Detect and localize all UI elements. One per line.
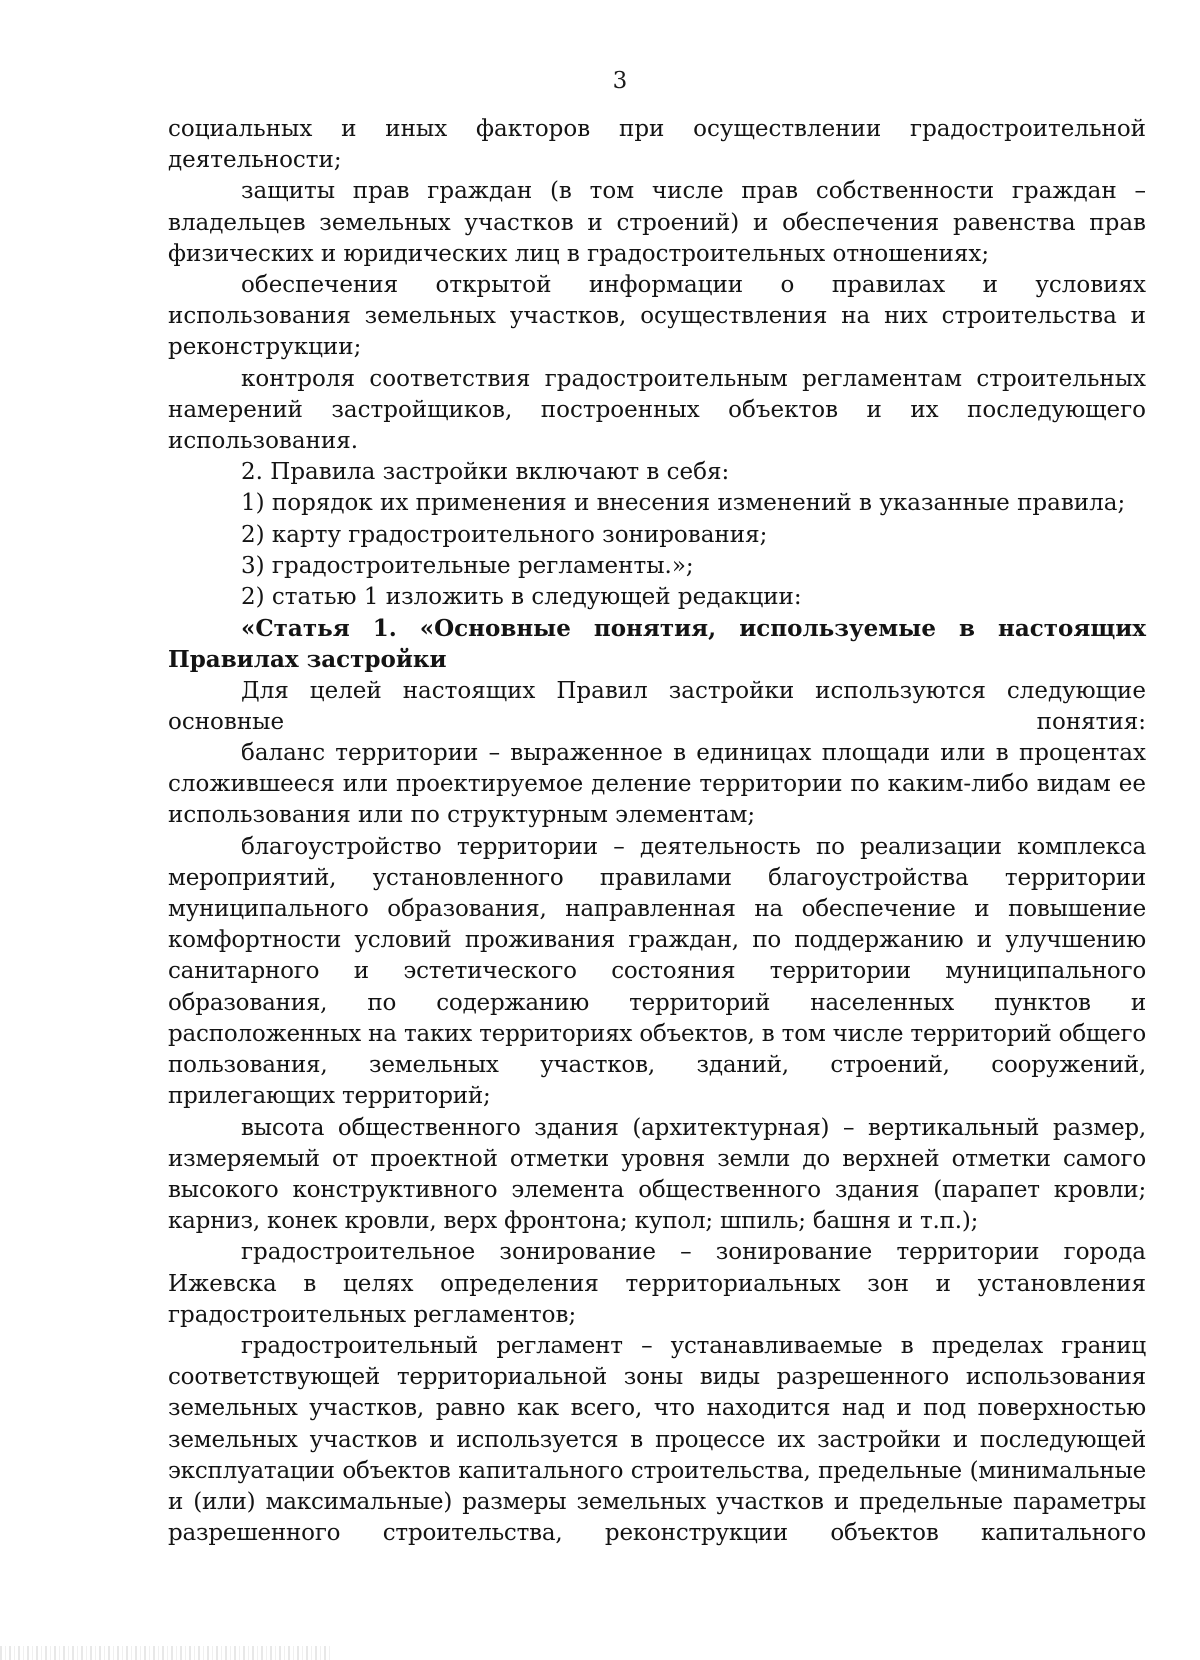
list-item-zoning-map: 2) карту градостроительного зонирования; — [241, 521, 768, 548]
paragraph-rights-protection: защиты прав граждан (в том числе прав собственности граждан – владельцев земельных участков и строений) и обеспечения равенства прав физических и юридических лиц в градостроительных отношениях; — [168, 178, 1146, 267]
paragraph-open-information: обеспечения открытой информации о правилах и условиях использования земельных участков, осуществления на них строительства и реконструкции; — [168, 272, 1146, 361]
scan-noise — [0, 1646, 330, 1660]
page-number: 3 — [612, 68, 628, 94]
definition-urban-regulation: градостроительный регламент – устанавливаемые в пределах границ соответствующей территориальной зоны виды разрешенного использования земельных участков, равно как всего, что находится над и под поверхностью земельных участков и используется в процессе их застройки и последующей эксплуатации объектов капитального строительства, предельные (минимальные и (или) максимальные) размеры земельных участков и предельные параметры разрешенного строительства, реконструкции объектов капитального — [168, 1332, 1146, 1547]
article-heading: «Статья 1. «Основные понятия, используемые в настоящих Правилах застройки — [168, 615, 1146, 674]
definition-territory-balance: баланс территории – выраженное в единицах площади или в процентах сложившееся или проектируемое деление территории по каким-либо видам ее использования или по структурным элементам; — [168, 740, 1146, 829]
paragraph-compliance-control: контроля соответствия градостроительным регламентам строительных намерений застройщиков, построенных объектов и их последующего использования. — [168, 365, 1146, 455]
paragraph-article-amendment: 2) статью 1 изложить в следующей редакции: — [241, 584, 802, 611]
paragraph-social-factors: социальных и иных факторов при осуществлении градостроительной деятельности; — [168, 116, 1146, 174]
definition-urban-zoning: градостроительное зонирование – зонирование территории города Ижевска в целях определения территориальных зон и установления градостроительных регламентов; — [168, 1239, 1146, 1328]
paragraph-rules-include: 2. Правила застройки включают в себя: — [241, 459, 730, 486]
list-item-regulations: 3) градостроительные регламенты.»; — [241, 552, 694, 579]
definition-landscaping: благоустройство территории – деятельность по реализации комплекса мероприятий, установленного правилами благоустройства территории муниципального образования, направленная на обеспечение и повышение комфортности условий проживания граждан, по поддержанию и улучшению санитарного и эстетического состояния территории муниципального образования, по содержанию территорий населенных пунктов и расположенных на таких территориях объектов, в том числе территорий общего пользования, земельных участков, зданий, строений, сооружений, прилегающих территорий; — [168, 833, 1146, 1110]
document-body — [168, 114, 1146, 1549]
definition-building-height: высота общественного здания (архитектурная) – вертикальный размер, измеряемый от проектной отметки уровня земли до верхней отметки самого высокого конструктивного элемента общественного здания (парапет кровли; карниз, конек кровли, верх фронтона; купол; шпиль; башня и т.п.); — [168, 1114, 1146, 1235]
list-item-procedure: 1) порядок их применения и внесения изменений в указанные правила; — [241, 490, 1126, 517]
paragraph-definitions-intro: Для целей настоящих Правил застройки используются следующие основные понятия: — [168, 677, 1146, 735]
